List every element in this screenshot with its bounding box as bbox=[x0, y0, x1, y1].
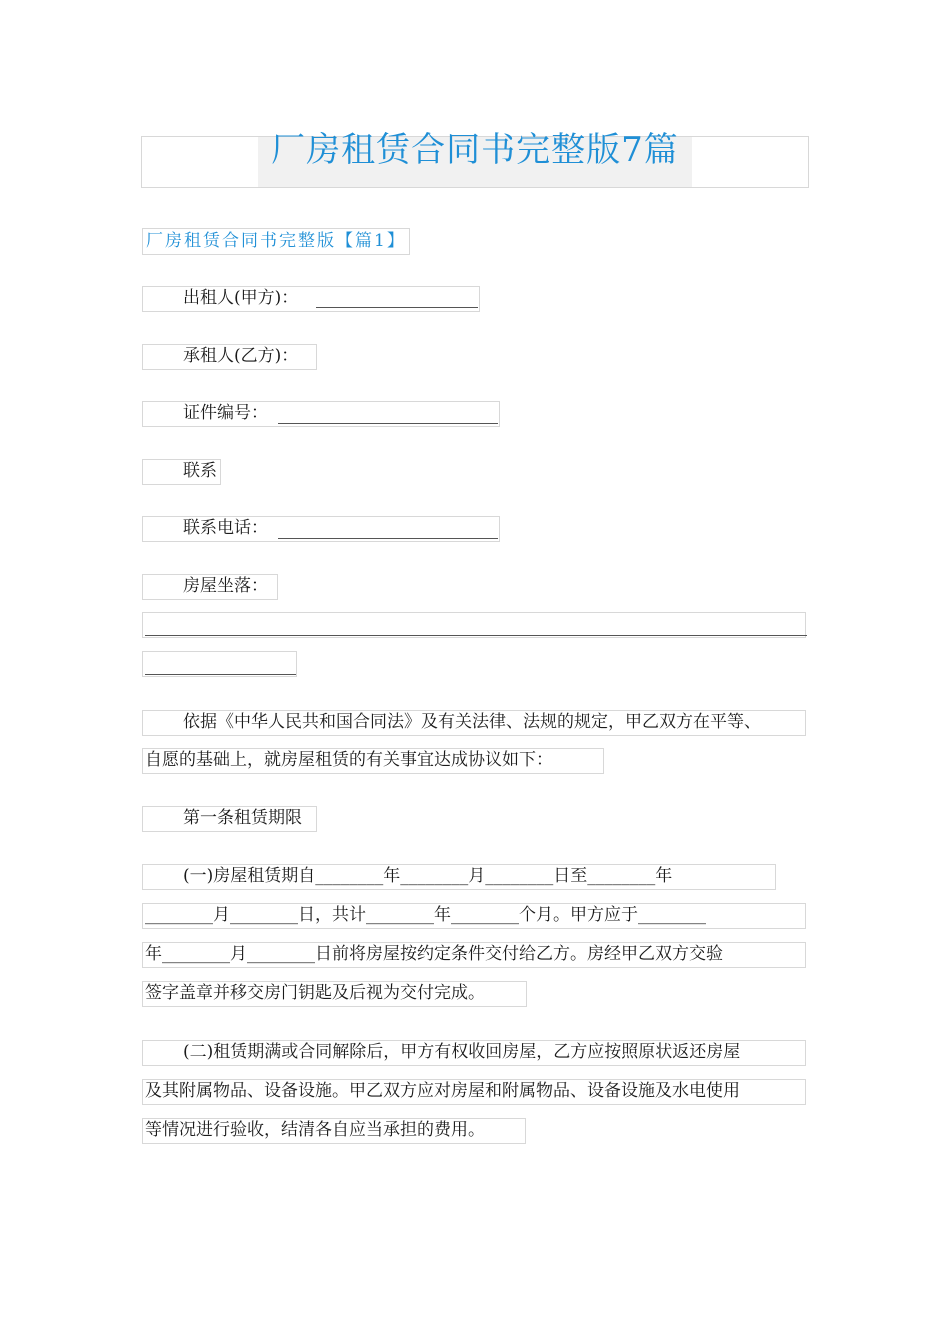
intro-line-2: 自愿的基础上，就房屋租赁的有关事宜达成协议如下： bbox=[145, 750, 553, 770]
location-blank-2[interactable] bbox=[145, 655, 296, 675]
clause-2-line-3: 等情况进行验收，结清各自应当承担的费用。 bbox=[145, 1120, 485, 1140]
location-label: 房屋坐落： bbox=[183, 576, 268, 596]
contact-label: 联系 bbox=[183, 461, 217, 481]
intro-line-1: 依据《中华人民共和国合同法》及有关法律、法规的规定，甲乙双方在平等、 bbox=[183, 712, 761, 732]
clause-1-line-4: 签字盖章并移交房门钥匙及后视为交付完成。 bbox=[145, 983, 485, 1003]
id-number-blank[interactable] bbox=[278, 404, 498, 424]
clause-1-line-3: 年________月________日前将房屋按约定条件交付给乙方。房经甲乙双方交验 bbox=[145, 944, 723, 964]
clause-1-line-2: ________月________日，共计________年________个月。甲方应于________ bbox=[145, 905, 706, 925]
clause-1-line-1: (一)房屋租赁期自________年________月________日至________年 bbox=[183, 866, 673, 886]
id-number-label: 证件编号： bbox=[183, 403, 268, 423]
lessor-label: 出租人(甲方)： bbox=[183, 288, 299, 308]
section-heading: 厂房租赁合同书完整版【篇1】 bbox=[146, 231, 406, 251]
phone-blank[interactable] bbox=[278, 519, 498, 539]
lessee-label: 承租人(乙方)： bbox=[183, 346, 299, 366]
lessor-blank[interactable] bbox=[316, 288, 478, 308]
document-title: 厂房租赁合同书完整版7篇 bbox=[271, 130, 679, 170]
clause-2-line-1: (二)租赁期满或合同解除后，甲方有权收回房屋，乙方应按照原状返还房屋 bbox=[183, 1042, 741, 1062]
article-1-title: 第一条租赁期限 bbox=[183, 808, 302, 828]
location-blank-1[interactable] bbox=[145, 616, 807, 636]
phone-label: 联系电话： bbox=[183, 518, 268, 538]
clause-2-line-2: 及其附属物品、设备设施。甲乙双方应对房屋和附属物品、设备设施及水电使用 bbox=[145, 1081, 740, 1101]
